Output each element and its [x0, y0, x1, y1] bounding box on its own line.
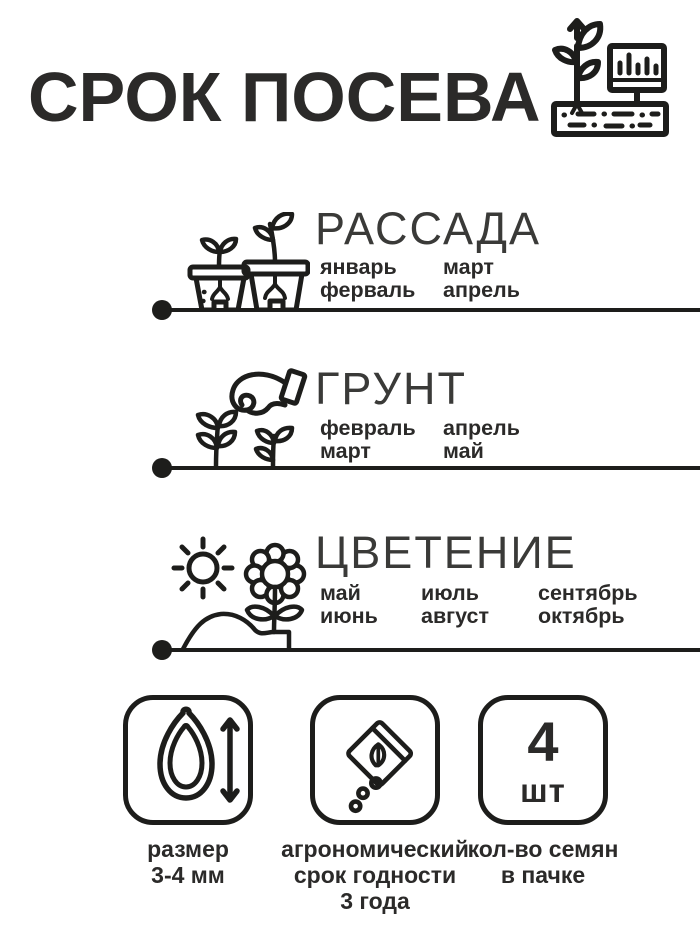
month-group [443, 256, 520, 302]
month: март [443, 255, 494, 279]
timeline-rassada [162, 308, 700, 312]
timeline-dot [152, 300, 172, 320]
month-group [443, 417, 520, 463]
label-line: агрономический [281, 836, 469, 862]
plant-growth-soil-chart-icon [534, 16, 684, 144]
seed-size-box [123, 695, 253, 825]
sun-and-flower-icon [153, 528, 318, 650]
timeline-cvetenie [162, 648, 700, 652]
month: сентябрь [538, 581, 638, 605]
month: апрель [443, 278, 520, 302]
timeline-dot [152, 640, 172, 660]
seed-count-unit: шт [520, 771, 566, 809]
month: май [443, 439, 484, 463]
seed-count [520, 709, 566, 809]
section-title-grunt: ГРУНТ [315, 363, 467, 414]
month: ферваль [320, 278, 416, 302]
label-line: кол-во семян [467, 836, 619, 862]
seed-count-box [478, 695, 608, 825]
month: июль [421, 581, 479, 605]
seed-count-value: 4 [527, 709, 559, 773]
seed-count-label [433, 836, 653, 888]
label-line: 3-4 мм [151, 862, 225, 888]
month: май [320, 581, 361, 605]
month: апрель [443, 416, 520, 440]
seed-size-arrow-icon [128, 700, 248, 820]
month: октябрь [538, 604, 625, 628]
label-line: размер [147, 836, 229, 862]
month: февраль [320, 416, 416, 440]
month-group [320, 417, 416, 463]
month-group [421, 582, 489, 628]
label-line: в пачке [500, 862, 586, 888]
label-line: 3 года [340, 888, 410, 914]
seed-packet-icon [315, 700, 435, 820]
label-line: срок годности [293, 862, 457, 888]
page-title: СРОК ПОСЕВА [28, 58, 541, 136]
month-group [538, 582, 638, 628]
section-title-cvetenie: ЦВЕТЕНИЕ [315, 527, 577, 578]
month-group [320, 582, 378, 628]
timeline-dot [152, 458, 172, 478]
month: январь [320, 255, 397, 279]
month-group [320, 256, 415, 302]
month: июнь [320, 604, 378, 628]
shelf-life-box [310, 695, 440, 825]
section-title-rassada: РАССАДА [315, 203, 542, 254]
month: март [320, 439, 371, 463]
hand-sowing-icon [188, 368, 308, 468]
seedling-pots-icon [180, 212, 310, 312]
timeline-grunt [162, 466, 700, 470]
month: август [421, 604, 490, 628]
